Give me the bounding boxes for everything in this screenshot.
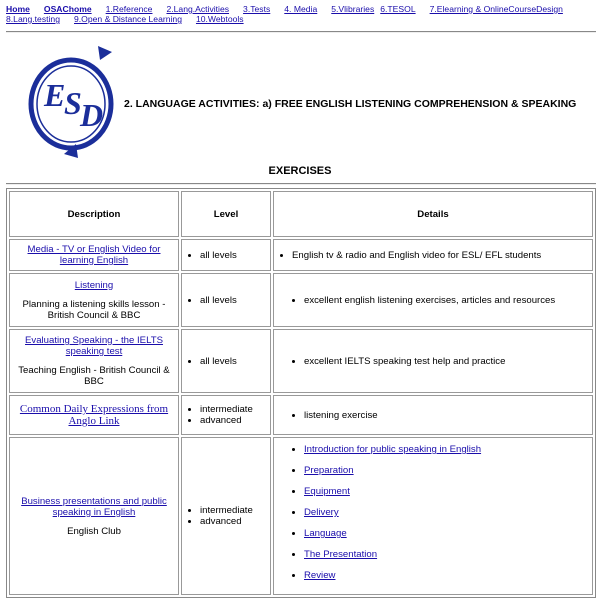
nav-link-tesol[interactable]: 6.TESOL (380, 4, 416, 14)
detail-link-delivery[interactable]: Delivery (304, 507, 339, 518)
nav-link-tests[interactable]: 3.Tests (243, 4, 271, 14)
logo-letter-e: E (44, 77, 66, 113)
table-row (9, 239, 593, 271)
detail-item: • English tv & radio and English video for ESL/ EFL students (292, 250, 588, 261)
detail-item (304, 444, 588, 455)
top-nav (6, 4, 596, 24)
nav-link-media[interactable]: 4. Media (284, 4, 318, 14)
resource-link-listening[interactable]: Listening (74, 279, 114, 291)
nav-link-open-distance-learning[interactable]: 9.Open & Distance Learning (74, 14, 182, 24)
table-row (9, 395, 593, 435)
nav-row-2 (6, 14, 596, 24)
nav-link-vlibraries[interactable]: 5.Vlibraries (331, 4, 375, 14)
resource-link-business-presentations[interactable]: Business presentations and public speaking in English (21, 495, 167, 518)
detail-item (304, 465, 588, 476)
level-item: • all levels (200, 356, 266, 367)
nav-link-osachome[interactable]: OSAChome (43, 4, 92, 14)
nav-link-lang-activities[interactable]: 2.Lang.Activities (166, 4, 230, 14)
detail-item: • excellent IELTS speaking test help and practice (304, 356, 588, 367)
resource-link-common-daily-expressions[interactable]: Common Daily Expressions from Anglo Link (19, 403, 169, 427)
resource-source: English Club (67, 525, 121, 537)
resource-link-media[interactable]: Media - TV or English Video for learning English (27, 244, 161, 266)
level-item: • all levels (200, 250, 266, 261)
level-item: • advanced (200, 415, 266, 426)
description-cell (9, 239, 179, 271)
level-item: • intermediate (200, 404, 266, 415)
logo-letter-d: D (80, 97, 104, 133)
page-title: 2. LANGUAGE ACTIVITIES: a) FREE ENGLISH LISTENING COMPREHENSION & SPEAKING (124, 98, 577, 110)
detail-link-the-presentation[interactable]: The Presentation (304, 549, 378, 560)
detail-item (304, 486, 588, 497)
details-cell (273, 437, 593, 595)
resource-link-ielts-speaking[interactable]: Evaluating Speaking - the IELTS speaking test (25, 335, 163, 357)
section-divider (6, 183, 596, 185)
level-cell (181, 395, 271, 435)
detail-link-review[interactable]: Review (304, 570, 336, 581)
description-cell (9, 437, 179, 595)
level-cell (181, 329, 271, 393)
section-heading: EXERCISES (268, 165, 332, 177)
details-cell (273, 395, 593, 435)
col-header-details: Details (273, 191, 593, 237)
table-row (9, 329, 593, 393)
nav-link-elearning[interactable]: 7.Elearning & OnlineCourseDesign (429, 4, 563, 14)
description-cell (9, 273, 179, 327)
detail-link-equipment[interactable]: Equipment (304, 486, 350, 497)
table-row (9, 273, 593, 327)
level-item: • all levels (200, 295, 266, 306)
detail-link-introduction[interactable]: Introduction for public speaking in English (304, 444, 482, 455)
detail-item (304, 549, 588, 560)
col-header-description: Description (9, 191, 179, 237)
detail-item: • excellent english listening exercises, articles and resources (304, 295, 588, 306)
esd-logo-icon (20, 46, 122, 158)
top-divider (6, 31, 596, 33)
activities-table (6, 188, 596, 598)
details-cell (273, 329, 593, 393)
level-item: • intermediate (200, 505, 266, 516)
nav-row-1 (6, 4, 596, 14)
logo-letter-s: S (64, 85, 82, 121)
resource-source: Teaching English - British Council & BBC (18, 365, 170, 387)
nav-link-reference[interactable]: 1.Reference (105, 4, 153, 14)
col-header-level: Level (181, 191, 271, 237)
details-cell (273, 273, 593, 327)
description-cell (9, 395, 179, 435)
nav-link-home[interactable]: Home (6, 4, 30, 14)
table-header-row (9, 191, 593, 237)
level-cell (181, 437, 271, 595)
detail-link-language[interactable]: Language (304, 528, 347, 539)
details-cell (273, 239, 593, 271)
level-cell (181, 239, 271, 271)
resource-source: Planning a listening skills lesson - British Council & BBC (22, 298, 166, 321)
nav-link-webtools[interactable]: 10.Webtools (195, 14, 244, 24)
nav-link-lang-testing[interactable]: 8.Lang.testing (6, 14, 60, 24)
detail-item (304, 528, 588, 539)
table-row (9, 437, 593, 595)
level-item: • advanced (200, 516, 266, 527)
description-cell (9, 329, 179, 393)
detail-item (304, 507, 588, 518)
level-cell (181, 273, 271, 327)
detail-item (304, 570, 588, 581)
detail-link-preparation[interactable]: Preparation (304, 465, 354, 476)
detail-item: • listening exercise (304, 410, 588, 421)
